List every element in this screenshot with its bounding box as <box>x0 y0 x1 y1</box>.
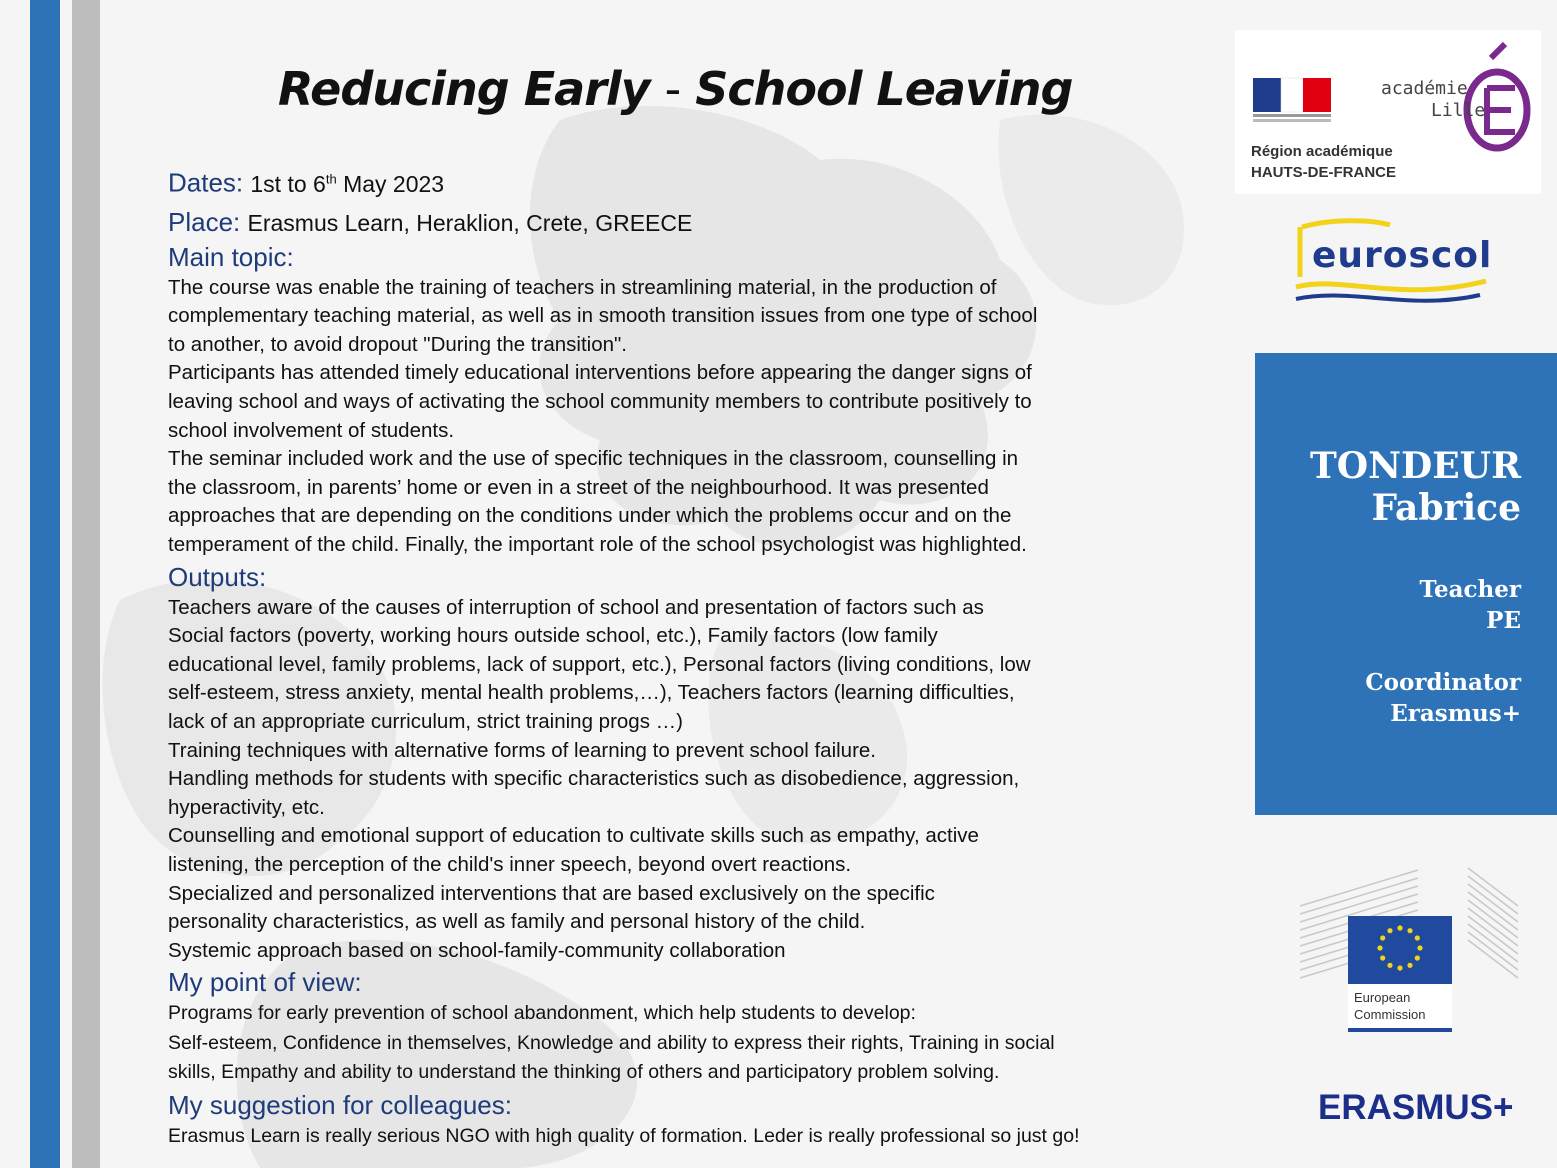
text-line: Programs for early prevention of school abandonment, which help students to develop: <box>168 1002 916 1025</box>
place-row <box>168 205 1183 240</box>
text-line: Counselling and emotional support of education to cultivate skills such as empathy, active <box>168 824 979 848</box>
person-first-name: Fabrice <box>1371 487 1521 529</box>
title-part-1: Reducing Early <box>278 62 650 116</box>
dates-value <box>250 171 444 197</box>
point-of-view-text <box>168 999 1183 1088</box>
text-line: skills, Empathy and ability to understand the thinking of others and participatory problem solving. <box>168 1061 1000 1084</box>
dates-value-prefix: 1st to 6 <box>250 170 326 197</box>
region-line-2: HAUTS-DE-FRANCE <box>1251 164 1396 181</box>
main-topic-text <box>168 274 1183 560</box>
text-line: The course was enable the training of teachers in streamlining material, in the production of <box>168 275 997 299</box>
suggestion-text <box>168 1122 1183 1152</box>
title-dash: - <box>664 62 681 116</box>
role-1-line-2: PE <box>1486 607 1521 634</box>
person-role-2 <box>1365 667 1521 729</box>
text-line: self-esteem, stress anxiety, mental health problems,…), Teachers factors (learning difficulties, <box>168 681 1015 705</box>
main-topic-heading: Main topic: <box>168 241 294 272</box>
european-commission-logo <box>1298 866 1520 1036</box>
text-line: Self-esteem, Confidence in themselves, Knowledge and ability to express their rights, Training in social <box>168 1031 1055 1054</box>
text-line: the classroom, in parents’ home or even in a street of the neighbourhood. It was presented <box>168 475 989 499</box>
text-line: Participants has attended timely educational interventions before appearing the danger signs of <box>168 361 1032 385</box>
text-line: Social factors (poverty, working hours outside school, etc.), Family factors (low family <box>168 624 938 648</box>
text-line: Teachers aware of the causes of interruption of school and presentation of factors such as <box>168 595 984 619</box>
text-line: The seminar included work and the use of specific techniques in the classroom, counselling in <box>168 447 1019 471</box>
text-line: school involvement of students. <box>168 418 455 442</box>
academie-word: académie <box>1381 78 1468 99</box>
outputs-text <box>168 594 1183 966</box>
role-2-line-2: Erasmus+ <box>1390 700 1521 727</box>
text-line: Handling methods for students with specific characteristics such as disobedience, aggression, <box>168 767 1020 791</box>
text-line: to another, to avoid dropout "During the transition". <box>168 332 628 356</box>
euroscol-logo <box>1290 215 1500 315</box>
place-value: Erasmus Learn, Heraklion, Crete, GREECE <box>247 209 693 236</box>
outputs-heading: Outputs: <box>168 561 267 592</box>
dates-value-suffix: May 2023 <box>343 170 445 197</box>
ec-line-2: Commission <box>1354 1007 1426 1022</box>
academie-lille-logo <box>1235 30 1541 194</box>
suggestion-heading: My suggestion for colleagues: <box>168 1089 512 1120</box>
region-line-1: Région académique <box>1251 143 1393 160</box>
text-line: educational level, family problems, lack of support, etc.), Personal factors (living conditions, low <box>168 652 1031 676</box>
role-2-line-1: Coordinator <box>1365 669 1521 696</box>
dates-label: Dates: <box>168 167 244 198</box>
person-last-name: TONDEUR <box>1309 445 1521 487</box>
text-line: Systemic approach based on school-family-community collaboration <box>168 938 786 962</box>
text-line: complementary teaching material, as well as in smooth transition issues from one type of school <box>168 304 1038 328</box>
role-1-line-1: Teacher <box>1419 576 1521 603</box>
text-line: Specialized and personalized interventions that are based exclusively on the specific <box>168 881 935 905</box>
person-panel <box>1255 353 1557 815</box>
text-line: lack of an appropriate curriculum, strict training progs …) <box>168 709 683 733</box>
text-line: leaving school and ways of activating the school community members to contribute positively to <box>168 390 1032 414</box>
dates-row <box>168 162 1183 201</box>
lille-word: Lille <box>1431 100 1486 121</box>
title-part-2: School Leaving <box>695 62 1073 116</box>
main-content <box>168 162 1183 1151</box>
place-label: Place: <box>168 206 241 237</box>
text-line: temperament of the child. Finally, the important role of the school psychologist was highlighted. <box>168 533 1027 556</box>
euroscol-word: euroscol <box>1312 235 1493 276</box>
dates-value-sup: th <box>325 171 337 186</box>
text-line: personality characteristics, as well as family and personal history of the child. <box>168 910 866 934</box>
left-blue-stripe <box>30 0 60 1168</box>
text-line: listening, the perception of the child's inner speech, beyond overt reactions. <box>168 852 852 876</box>
person-name <box>1310 445 1521 529</box>
text-line: approaches that are depending on the conditions under which the problems occur and on the <box>168 504 1012 528</box>
page-title <box>278 62 1072 116</box>
text-line: hyperactivity, etc. <box>168 795 325 819</box>
text-line: Training techniques with alternative forms of learning to prevent school failure. <box>168 738 877 762</box>
ec-line-1: European <box>1354 990 1411 1005</box>
left-gray-stripe <box>72 0 100 1168</box>
person-role-1 <box>1420 574 1522 636</box>
point-of-view-heading: My point of view: <box>168 967 362 998</box>
text-line: Erasmus Learn is really serious NGO with high quality of formation. Leder is really professional so just go! <box>168 1124 1080 1147</box>
erasmus-plus-logo: ERASMUS+ <box>1318 1088 1514 1127</box>
